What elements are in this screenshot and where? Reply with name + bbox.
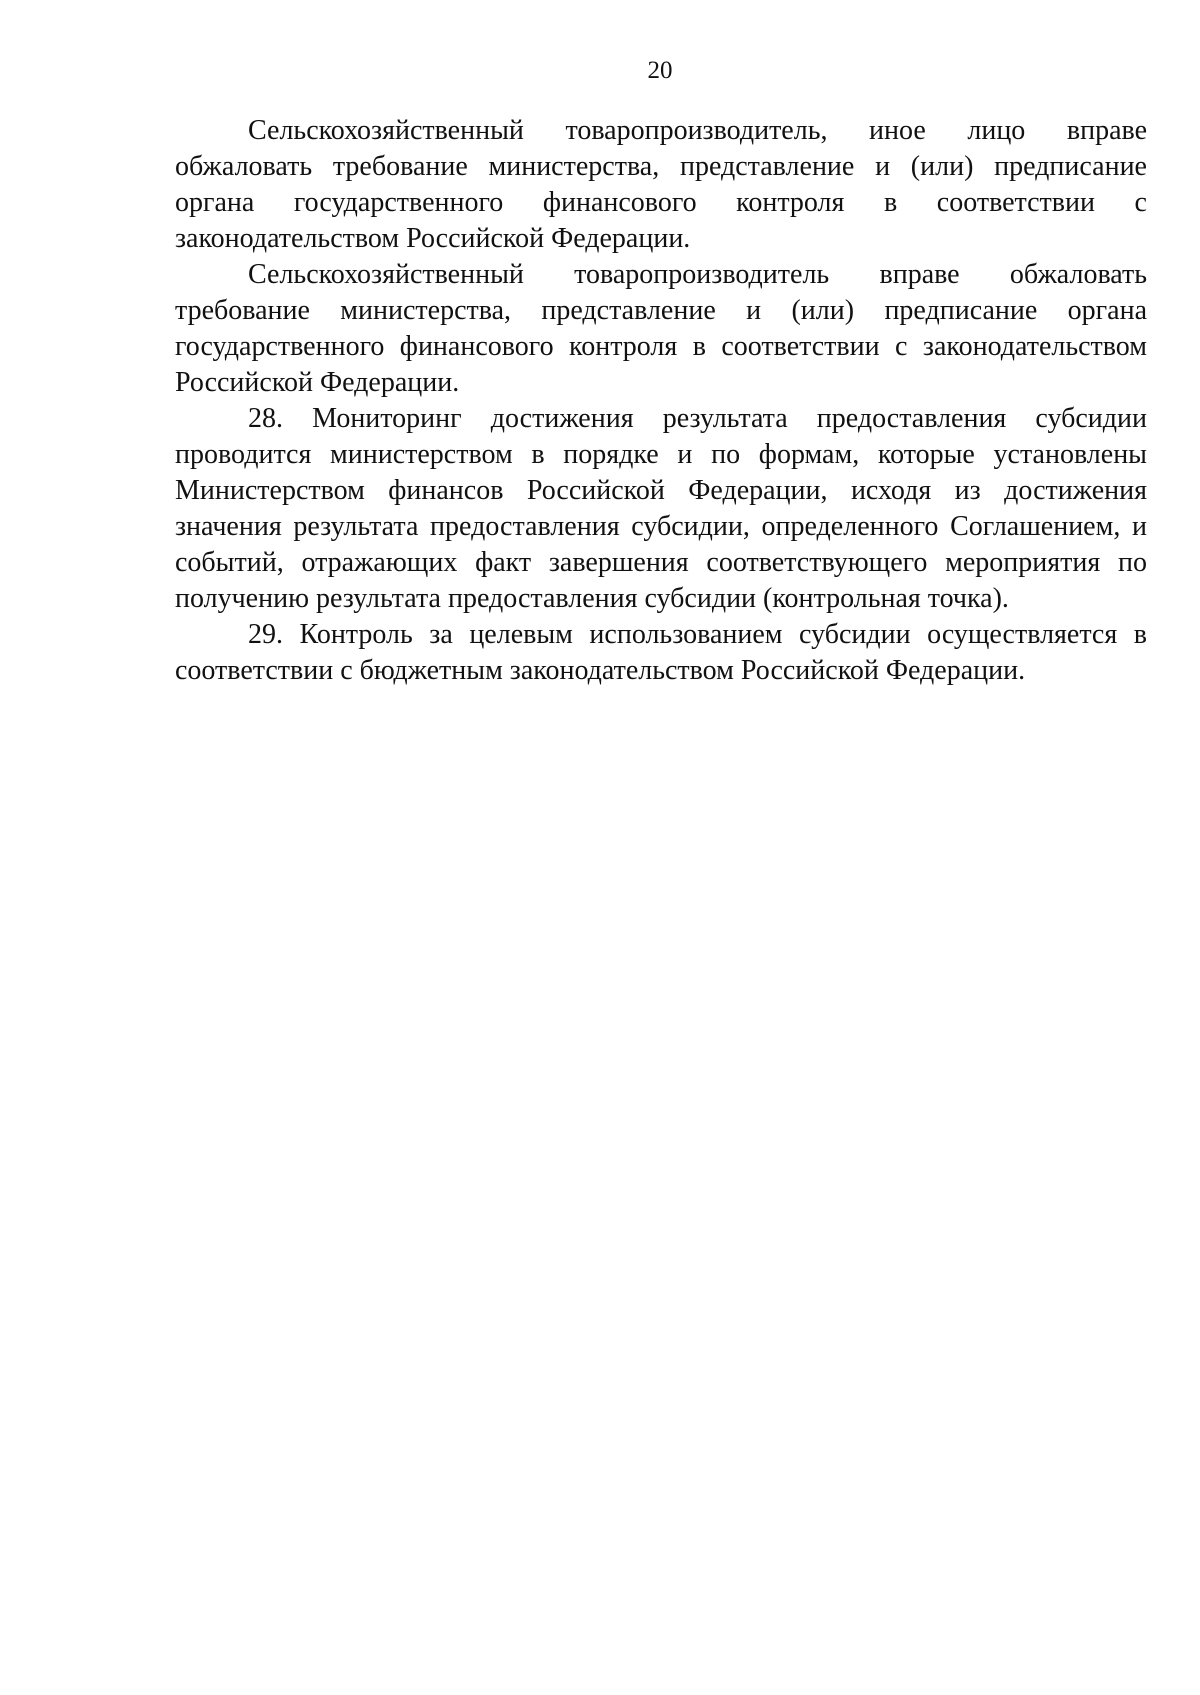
paragraph-29-control: 29. Контроль за целевым использованием субсидии осуществляется в соответствии с бюджетным законодательством Российской Федерации. <box>175 619 1147 686</box>
page-number: 20 <box>647 57 673 84</box>
document-body <box>175 113 1147 689</box>
paragraph-28-monitoring: 28. Мониторинг достижения результата предоставления субсидии проводится министерством в порядке и по формам, которые установлены Министерством финансов Российской Федерации, исходя из достижения значения результата предоставления субсидии, определенного Соглашением, и событий, отражающих факт завершения соответствующего мероприятия по получению результата предоставления субсидии (контрольная точка). <box>175 403 1147 614</box>
paragraph-appeal-producer: Сельскохозяйственный товаропроизводитель вправе обжаловать требование министерства, представление и (или) предписание органа государственного финансового контроля в соответствии с законодательством Российской Федерации. <box>175 259 1147 398</box>
paragraph-appeal-other-person: Сельскохозяйственный товаропроизводитель, иное лицо вправе обжаловать требование министерства, представление и (или) предписание органа государственного финансового контроля в соответствии с законодательством Российской Федерации. <box>175 115 1147 254</box>
